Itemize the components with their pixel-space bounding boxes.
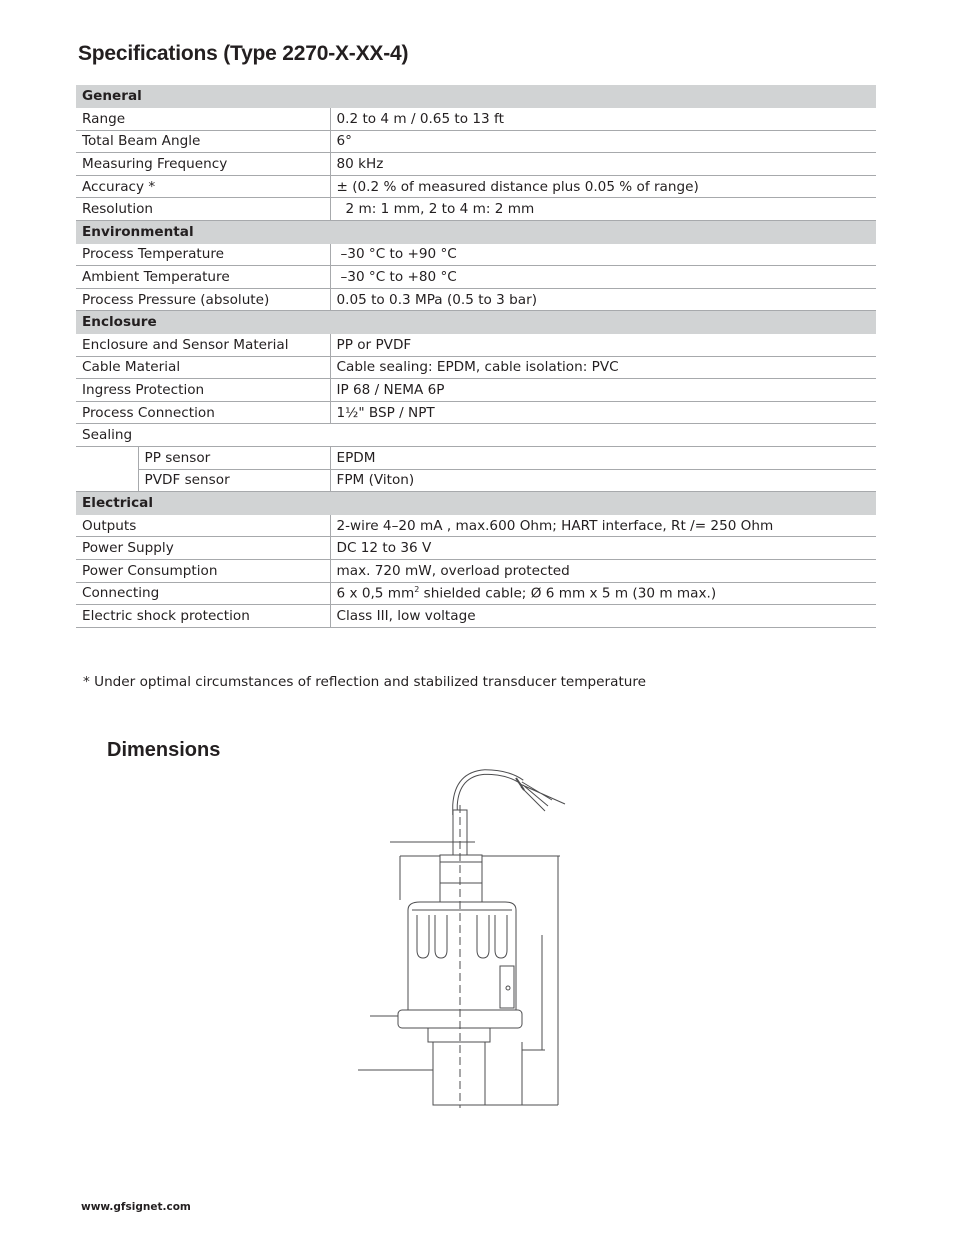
section-header — [76, 85, 876, 108]
spec-label: Cable Material — [76, 356, 330, 379]
table-row — [76, 356, 876, 379]
spec-value: 1½" BSP / NPT — [330, 401, 876, 424]
table-row — [76, 469, 876, 492]
table-row — [76, 243, 876, 266]
section-header — [76, 311, 876, 334]
table-row — [76, 514, 876, 537]
spec-label: Ingress Protection — [76, 379, 330, 402]
spec-label: Total Beam Angle — [76, 130, 330, 153]
spec-label: Enclosure and Sensor Material — [76, 334, 330, 357]
spec-label: Measuring Frequency — [76, 153, 330, 176]
table-row — [76, 153, 876, 176]
spec-value: 6° — [330, 130, 876, 153]
spec-value: PP or PVDF — [330, 334, 876, 357]
table-row — [76, 447, 876, 470]
spec-label: Ambient Temperature — [76, 266, 330, 289]
table-row — [76, 559, 876, 582]
section-enclosure: Enclosure — [76, 311, 876, 334]
table-row — [76, 379, 876, 402]
spec-value: 80 kHz — [330, 153, 876, 176]
table-row — [76, 537, 876, 560]
spec-value: FPM (Viton) — [330, 469, 876, 492]
table-row — [76, 424, 876, 447]
spec-label: Electric shock protection — [76, 605, 330, 628]
table-row — [76, 198, 876, 221]
page-title: Specifications (Type 2270-X-XX-4) — [78, 42, 409, 65]
specifications-table — [76, 85, 876, 628]
table-row — [76, 108, 876, 131]
table-row — [76, 288, 876, 311]
spec-value: IP 68 / NEMA 6P — [330, 379, 876, 402]
spec-value: EPDM — [330, 447, 876, 470]
spec-value — [330, 582, 876, 605]
spec-label: Accuracy * — [76, 175, 330, 198]
spec-value: DC 12 to 36 V — [330, 537, 876, 560]
table-row — [76, 175, 876, 198]
spec-label: Connecting — [76, 582, 330, 605]
table-row — [76, 266, 876, 289]
section-environmental: Environmental — [76, 221, 876, 244]
section-electrical: Electrical — [76, 492, 876, 515]
spec-label: Resolution — [76, 198, 330, 221]
table-row — [76, 605, 876, 628]
spec-value-part: shielded cable; Ø 6 mm x 5 m (30 m max.) — [419, 585, 717, 602]
spec-value-part: 6 x 0,5 mm — [336, 585, 415, 602]
spec-label: Range — [76, 108, 330, 131]
spec-label: Sealing — [76, 424, 876, 447]
sensor-neck — [428, 1028, 490, 1042]
spec-value: max. 720 mW, overload protected — [330, 559, 876, 582]
spec-value: Cable sealing: EPDM, cable isolation: PVC — [330, 356, 876, 379]
table-row — [76, 401, 876, 424]
footnote: * Under optimal circumstances of reflection and stabilized transducer temperature — [83, 674, 647, 690]
spec-indent — [76, 469, 138, 492]
spec-label: Process Temperature — [76, 243, 330, 266]
spec-value: 2 m: 1 mm, 2 to 4 m: 2 mm — [330, 198, 876, 221]
spec-value: 2-wire 4–20 mA , max.600 Ohm; HART interface, Rt /= 250 Ohm — [330, 514, 876, 537]
side-label — [500, 966, 514, 1008]
table-row — [76, 582, 876, 605]
spec-value: –30 °C to +80 °C — [330, 266, 876, 289]
section-header — [76, 221, 876, 244]
spec-label: Power Consumption — [76, 559, 330, 582]
table-row — [76, 130, 876, 153]
spec-label: Process Pressure (absolute) — [76, 288, 330, 311]
spec-value: 0.2 to 4 m / 0.65 to 13 ft — [330, 108, 876, 131]
spec-sublabel: PP sensor — [138, 447, 330, 470]
website-footer: www.gfsignet.com — [81, 1201, 191, 1213]
spec-value: Class III, low voltage — [330, 605, 876, 628]
spec-label: Process Connection — [76, 401, 330, 424]
spec-value: –30 °C to +90 °C — [330, 243, 876, 266]
spec-sublabel: PVDF sensor — [138, 469, 330, 492]
spec-value: 0.05 to 0.3 MPa (0.5 to 3 bar) — [330, 288, 876, 311]
spec-label: Outputs — [76, 514, 330, 537]
cable-wires — [520, 782, 565, 811]
dimensions-title: Dimensions — [107, 739, 221, 761]
section-general: General — [76, 85, 876, 108]
sensor-thread — [433, 1042, 558, 1105]
section-header — [76, 492, 876, 515]
spec-value: ± (0.2 % of measured distance plus 0.05 % of range) — [330, 175, 876, 198]
spec-label: Power Supply — [76, 537, 330, 560]
superscript: 2 — [414, 585, 420, 595]
table-row — [76, 334, 876, 357]
spec-indent — [76, 447, 138, 470]
sensor-dimension-drawing — [340, 760, 580, 1110]
